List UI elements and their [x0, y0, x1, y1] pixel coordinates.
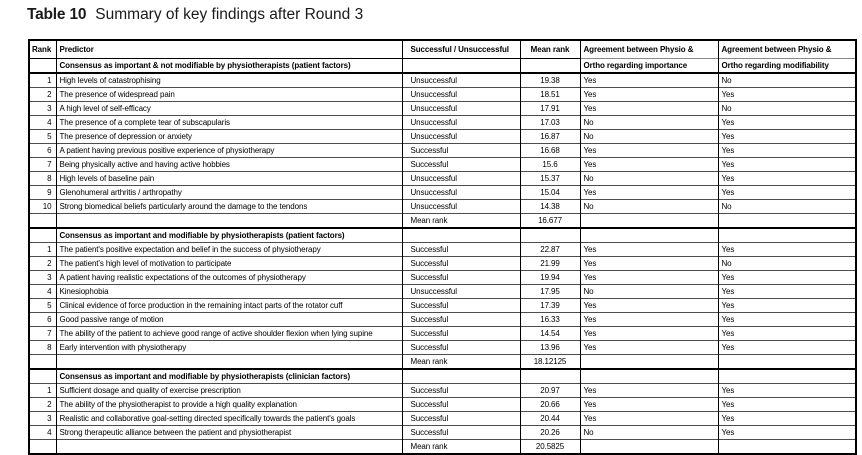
rank-cell: 3 — [29, 102, 56, 116]
mean-rank-cell: 15.6 — [520, 158, 580, 172]
modifiability-cell: Yes — [718, 88, 856, 102]
outcome-cell — [402, 59, 520, 74]
outcome-cell: Successful — [402, 426, 520, 440]
outcome-cell: Successful — [402, 327, 520, 341]
outcome-cell — [402, 369, 520, 384]
modifiability-cell: Yes — [718, 327, 856, 341]
modifiability-cell: No — [718, 257, 856, 271]
table-row — [29, 384, 856, 398]
modifiability-cell: Yes — [718, 384, 856, 398]
modifiability-cell: Yes — [718, 186, 856, 200]
importance-cell: Yes — [580, 186, 718, 200]
rank-cell: 4 — [29, 426, 56, 440]
rank-cell: 8 — [29, 341, 56, 355]
importance-cell — [580, 228, 718, 243]
mean-rank-label-cell: Mean rank — [402, 214, 520, 229]
col-header-agreement-modifiability-line1: Agreement between Physio & — [718, 40, 856, 59]
modifiability-cell: Yes — [718, 398, 856, 412]
rank-cell — [29, 228, 56, 243]
mean-rank-cell: 14.54 — [520, 327, 580, 341]
importance-cell: Yes — [580, 73, 718, 88]
mean-rank-cell: 16.87 — [520, 130, 580, 144]
modifiability-cell: Yes — [718, 172, 856, 186]
col-header-agreement-importance-line2: Ortho regarding importance — [580, 59, 718, 74]
modifiability-cell — [718, 228, 856, 243]
predictor-cell — [56, 440, 402, 455]
section-header-row — [29, 228, 856, 243]
mean-rank-cell: 16.33 — [520, 313, 580, 327]
mean-rank-label-cell: Mean rank — [402, 355, 520, 370]
predictor-cell: The ability of the patient to achieve good range of active shoulder flexion when lying supine — [56, 327, 402, 341]
rank-cell: 4 — [29, 116, 56, 130]
table-row — [29, 398, 856, 412]
table-row — [29, 158, 856, 172]
table-row — [29, 116, 856, 130]
outcome-cell: Successful — [402, 299, 520, 313]
col-header-outcome: Successful / Unsuccessful — [402, 40, 520, 59]
modifiability-cell: Yes — [718, 285, 856, 299]
col-header-predictor: Predictor — [56, 40, 402, 59]
rank-cell: 1 — [29, 73, 56, 88]
table-row — [29, 299, 856, 313]
importance-cell: Yes — [580, 398, 718, 412]
rank-cell: 1 — [29, 384, 56, 398]
table-row — [29, 130, 856, 144]
modifiability-cell: Yes — [718, 412, 856, 426]
table-row — [29, 271, 856, 285]
predictor-cell: Clinical evidence of force production in the remaining intact parts of the rotator cuff — [56, 299, 402, 313]
mean-rank-cell: 14.38 — [520, 200, 580, 214]
importance-cell: Yes — [580, 412, 718, 426]
table-row — [29, 327, 856, 341]
table-row — [29, 341, 856, 355]
rank-cell: 2 — [29, 257, 56, 271]
importance-cell: Yes — [580, 313, 718, 327]
mean-rank-cell: 16.68 — [520, 144, 580, 158]
mean-rank-row — [29, 440, 856, 455]
rank-cell: 5 — [29, 130, 56, 144]
table-caption-text: Summary of key findings after Round 3 — [95, 6, 364, 23]
mean-rank-cell: 22.87 — [520, 243, 580, 257]
table-row — [29, 88, 856, 102]
rank-cell: 9 — [29, 186, 56, 200]
modifiability-cell: Yes — [718, 130, 856, 144]
modifiability-cell: Yes — [718, 116, 856, 130]
table-row — [29, 200, 856, 214]
rank-cell: 7 — [29, 327, 56, 341]
table-row — [29, 144, 856, 158]
mean-rank-cell: 13.96 — [520, 341, 580, 355]
predictor-cell: Strong therapeutic alliance between the patient and physiotherapist — [56, 426, 402, 440]
predictor-cell: Being physically active and having active hobbies — [56, 158, 402, 172]
outcome-cell: Unsuccessful — [402, 200, 520, 214]
table-row — [29, 73, 856, 88]
outcome-cell: Successful — [402, 257, 520, 271]
outcome-cell — [402, 228, 520, 243]
outcome-cell: Unsuccessful — [402, 73, 520, 88]
mean-rank-cell: 20.26 — [520, 426, 580, 440]
rank-cell: 3 — [29, 271, 56, 285]
mean-rank-row — [29, 214, 856, 229]
col-header-mean-rank: Mean rank — [520, 40, 580, 59]
importance-cell: Yes — [580, 341, 718, 355]
mean-rank-cell: 17.03 — [520, 116, 580, 130]
importance-cell — [580, 214, 718, 229]
predictor-cell: High levels of baseline pain — [56, 172, 402, 186]
table-head — [29, 40, 856, 73]
mean-rank-cell: 20.44 — [520, 412, 580, 426]
table-body — [29, 73, 856, 454]
mean-rank-row — [29, 355, 856, 370]
outcome-cell: Unsuccessful — [402, 285, 520, 299]
outcome-cell: Unsuccessful — [402, 186, 520, 200]
outcome-cell: Successful — [402, 243, 520, 257]
mean-rank-cell: 20.97 — [520, 384, 580, 398]
predictor-cell: The ability of the physiotherapist to provide a high quality explanation — [56, 398, 402, 412]
rank-cell: 6 — [29, 313, 56, 327]
section-header-row — [29, 369, 856, 384]
mean-rank-cell: 19.94 — [520, 271, 580, 285]
col-header-agreement-importance-line1: Agreement between Physio & — [580, 40, 718, 59]
outcome-cell: Successful — [402, 398, 520, 412]
mean-rank-cell: 20.66 — [520, 398, 580, 412]
rank-cell: 2 — [29, 88, 56, 102]
predictor-cell: The presence of widespread pain — [56, 88, 402, 102]
table-header-row — [29, 40, 856, 59]
table-caption-label: Table 10 — [27, 6, 87, 23]
mean-rank-cell — [520, 59, 580, 74]
rank-cell: 1 — [29, 243, 56, 257]
modifiability-cell: Yes — [718, 341, 856, 355]
table-row — [29, 102, 856, 116]
predictor-cell: The patient's high level of motivation to participate — [56, 257, 402, 271]
importance-cell: No — [580, 285, 718, 299]
predictor-cell: Sufficient dosage and quality of exercise prescription — [56, 384, 402, 398]
mean-rank-cell — [520, 369, 580, 384]
outcome-cell: Successful — [402, 144, 520, 158]
col-header-agreement-modifiability-line2: Ortho regarding modifiability — [718, 59, 856, 74]
modifiability-cell: No — [718, 73, 856, 88]
importance-cell: Yes — [580, 88, 718, 102]
outcome-cell: Unsuccessful — [402, 172, 520, 186]
rank-cell: 3 — [29, 412, 56, 426]
importance-cell: Yes — [580, 384, 718, 398]
predictor-cell: Glenohumeral arthritis / arthropathy — [56, 186, 402, 200]
importance-cell: No — [580, 130, 718, 144]
col-header-rank: Rank — [29, 40, 56, 59]
outcome-cell: Unsuccessful — [402, 116, 520, 130]
summary-table — [28, 39, 857, 455]
mean-rank-cell: 15.04 — [520, 186, 580, 200]
mean-rank-cell — [520, 228, 580, 243]
rank-cell: 8 — [29, 172, 56, 186]
importance-cell: Yes — [580, 257, 718, 271]
outcome-cell: Unsuccessful — [402, 102, 520, 116]
table-row — [29, 412, 856, 426]
modifiability-cell: No — [718, 102, 856, 116]
modifiability-cell: Yes — [718, 426, 856, 440]
table-row — [29, 257, 856, 271]
predictor-cell — [56, 355, 402, 370]
importance-cell — [580, 369, 718, 384]
mean-rank-value-cell: 16.677 — [520, 214, 580, 229]
predictor-cell: The presence of a complete tear of subscapularis — [56, 116, 402, 130]
table-caption — [27, 6, 363, 24]
importance-cell: Yes — [580, 243, 718, 257]
importance-cell: Yes — [580, 102, 718, 116]
table-row — [29, 285, 856, 299]
table-row — [29, 313, 856, 327]
outcome-cell: Successful — [402, 313, 520, 327]
modifiability-cell: Yes — [718, 313, 856, 327]
table-row — [29, 172, 856, 186]
rank-cell — [29, 214, 56, 229]
mean-rank-value-cell: 18.12125 — [520, 355, 580, 370]
rank-cell — [29, 440, 56, 455]
mean-rank-cell: 15.37 — [520, 172, 580, 186]
importance-cell: Yes — [580, 158, 718, 172]
modifiability-cell — [718, 440, 856, 455]
section-header: Consensus as important and modifiable by physiotherapists (clinician factors) — [56, 369, 402, 384]
rank-cell: 5 — [29, 299, 56, 313]
table-header-row-2 — [29, 59, 856, 74]
section-header: Consensus as important & not modifiable by physiotherapists (patient factors) — [56, 59, 402, 74]
section-header: Consensus as important and modifiable by physiotherapists (patient factors) — [56, 228, 402, 243]
predictor-cell: Kinesiophobia — [56, 285, 402, 299]
table-row — [29, 186, 856, 200]
modifiability-cell: Yes — [718, 144, 856, 158]
predictor-cell: High levels of catastrophising — [56, 73, 402, 88]
outcome-cell: Successful — [402, 271, 520, 285]
importance-cell — [580, 355, 718, 370]
modifiability-cell — [718, 355, 856, 370]
outcome-cell: Successful — [402, 384, 520, 398]
predictor-cell: Early intervention with physiotherapy — [56, 341, 402, 355]
predictor-cell: The presence of depression or anxiety — [56, 130, 402, 144]
predictor-cell: A patient having realistic expectations of the outcomes of physiotherapy — [56, 271, 402, 285]
rank-cell: 10 — [29, 200, 56, 214]
mean-rank-value-cell: 20.5825 — [520, 440, 580, 455]
modifiability-cell — [718, 369, 856, 384]
importance-cell: Yes — [580, 299, 718, 313]
modifiability-cell — [718, 214, 856, 229]
outcome-cell: Successful — [402, 412, 520, 426]
mean-rank-cell: 19.38 — [520, 73, 580, 88]
importance-cell: No — [580, 426, 718, 440]
modifiability-cell: Yes — [718, 243, 856, 257]
predictor-cell: Realistic and collaborative goal-setting directed specifically towards the patient's goals — [56, 412, 402, 426]
outcome-cell: Successful — [402, 341, 520, 355]
table-row — [29, 426, 856, 440]
predictor-cell — [56, 214, 402, 229]
rank-cell — [29, 369, 56, 384]
rank-cell: 2 — [29, 398, 56, 412]
importance-cell: Yes — [580, 144, 718, 158]
importance-cell: Yes — [580, 271, 718, 285]
mean-rank-cell: 17.39 — [520, 299, 580, 313]
mean-rank-label-cell: Mean rank — [402, 440, 520, 455]
predictor-cell: The patient's positive expectation and belief in the success of physiotherapy — [56, 243, 402, 257]
predictor-cell: A high level of self-efficacy — [56, 102, 402, 116]
predictor-cell: A patient having previous positive experience of physiotherapy — [56, 144, 402, 158]
predictor-cell: Good passive range of motion — [56, 313, 402, 327]
importance-cell: No — [580, 172, 718, 186]
importance-cell: No — [580, 116, 718, 130]
rank-cell: 4 — [29, 285, 56, 299]
mean-rank-cell: 18.51 — [520, 88, 580, 102]
predictor-cell: Strong biomedical beliefs particularly around the damage to the tendons — [56, 200, 402, 214]
rank-cell: 7 — [29, 158, 56, 172]
importance-cell — [580, 440, 718, 455]
outcome-cell: Successful — [402, 158, 520, 172]
mean-rank-cell: 17.95 — [520, 285, 580, 299]
mean-rank-cell: 17.91 — [520, 102, 580, 116]
rank-cell — [29, 355, 56, 370]
importance-cell: Yes — [580, 327, 718, 341]
modifiability-cell: Yes — [718, 299, 856, 313]
outcome-cell: Unsuccessful — [402, 88, 520, 102]
modifiability-cell: Yes — [718, 271, 856, 285]
outcome-cell: Unsuccessful — [402, 130, 520, 144]
rank-cell — [29, 59, 56, 74]
rank-cell: 6 — [29, 144, 56, 158]
importance-cell: No — [580, 200, 718, 214]
table-row — [29, 243, 856, 257]
mean-rank-cell: 21.99 — [520, 257, 580, 271]
modifiability-cell: No — [718, 200, 856, 214]
modifiability-cell: Yes — [718, 158, 856, 172]
